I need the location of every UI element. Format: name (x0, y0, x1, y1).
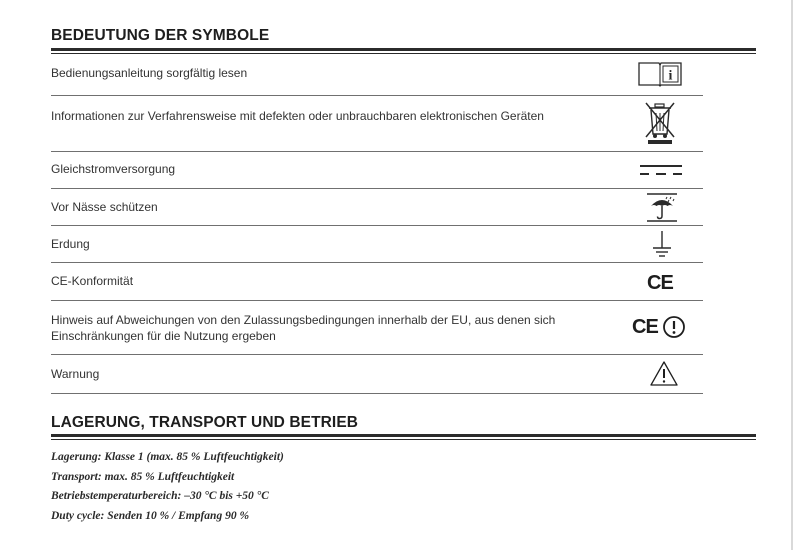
symbol-row-dc (51, 152, 703, 189)
symbol-row-keep-dry (51, 189, 703, 226)
warning-triangle-icon (649, 360, 679, 388)
storage-line-temperature: Betriebstemperaturbereich: –30 °C bis +50 °C (51, 490, 269, 502)
symbol-row-text: CE-Konformität (51, 274, 134, 288)
section-rule-thin (51, 439, 756, 440)
storage-line-lagerung: Lagerung: Klasse 1 (max. 85 % Luftfeuchtigkeit) (51, 451, 284, 463)
symbols-section-title: BEDEUTUNG DER SYMBOLE (51, 27, 270, 44)
symbol-row-text: Gleichstromversorgung (51, 162, 176, 176)
symbol-row-ce (51, 263, 703, 301)
storage-section-title: LAGERUNG, TRANSPORT UND BETRIEB (51, 414, 359, 431)
section-rule-thick (51, 434, 756, 437)
symbol-row-text: Informationen zur Verfahrensweise mit defekten oder unbrauchbaren elektronischen Geräten (51, 109, 544, 123)
ce-alert-icon: CE (632, 315, 686, 339)
ce-mark-icon: CE (647, 272, 673, 294)
alert-circle-icon (662, 315, 686, 339)
symbol-row-weee (51, 96, 703, 152)
symbol-row-text: Hinweis auf Abweichungen von den Zulassungsbedingungen innerhalb der EU, aus denen sich Einschränkungen für die Nutzung ergeben (51, 313, 556, 343)
ground-earth-icon (651, 229, 673, 259)
symbol-row-manual (51, 56, 703, 96)
symbol-row-text: Erdung (51, 237, 90, 251)
symbol-row-ce-alert (51, 301, 703, 355)
manual-info-icon (637, 59, 683, 87)
keep-dry-umbrella-icon (645, 191, 679, 223)
symbol-row-warning (51, 355, 703, 394)
weee-crossed-bin-icon (642, 101, 678, 145)
storage-specs (51, 448, 284, 526)
symbol-row-ground (51, 226, 703, 263)
storage-line-transport: Transport: max. 85 % Luftfeuchtigkeit (51, 470, 235, 483)
section-rule-thick (51, 48, 756, 51)
storage-line-duty-cycle: Duty cycle: Senden 10 % / Empfang 90 % (51, 509, 250, 522)
symbol-row-text: Warnung (51, 367, 100, 381)
symbol-row-text: Bedienungsanleitung sorgfältig lesen (51, 66, 248, 80)
svg-text:i: i (668, 68, 673, 84)
symbol-row-text: Vor Nässe schützen (51, 200, 158, 214)
direct-current-icon (638, 162, 684, 178)
section-rule-thin (51, 53, 756, 54)
